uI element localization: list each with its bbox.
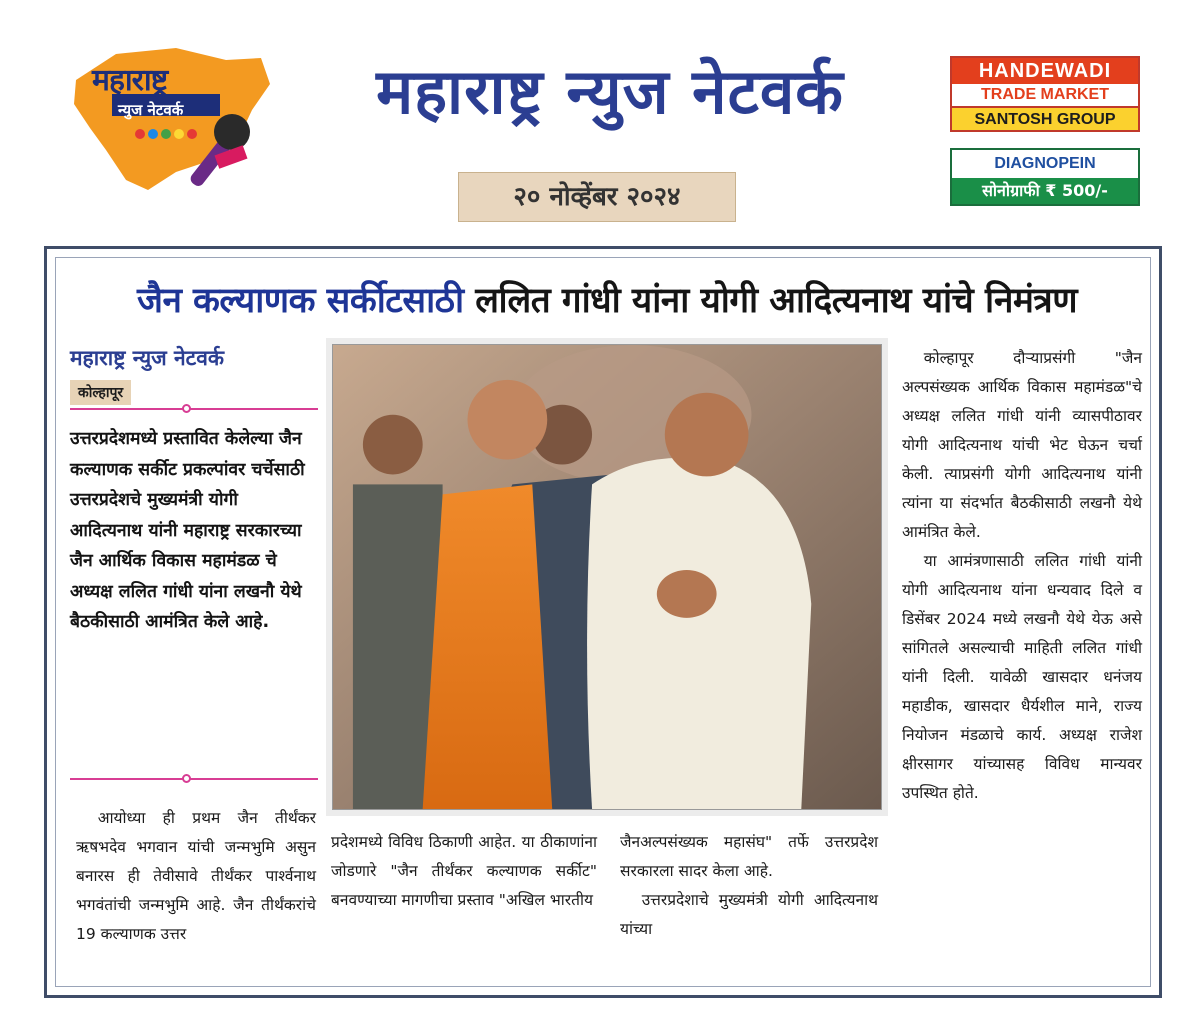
column-middle-1 bbox=[331, 828, 597, 915]
paragraph: या आमंत्रणासाठी ललित गांधी यांनी योगी आदित्यनाथ यांना धन्यवाद दिले व डिसेंबर 2024 मध्ये लखनौ येथे येऊ असे सांगितले असल्याची माहिती ललित गांधी यांनी दिली. यावेळी खासदार धनंजय महाडीक, खासदार धैर्यशील माने, राज्य नियोजन मंडळाचे कार्य. अध्यक्ष राजेश क्षीरसागर यांच्यासह विविध मान्यवर उपस्थित होते. bbox=[902, 552, 1142, 802]
ad-offer: सोनोग्राफी ₹ 500/- bbox=[952, 178, 1138, 204]
article-body bbox=[55, 257, 1151, 987]
issue-date: २० नोव्हेंबर २०२४ bbox=[458, 172, 736, 222]
article-photo bbox=[332, 344, 882, 810]
paragraph: प्रदेशमध्ये विविध ठिकाणी आहेत. या ठीकाणांना जोडणारे "जैन तीर्थंकर कल्याणक सर्कीट" बनवण्याच्या मागणीचा प्रस्ताव "अखिल भारतीय bbox=[331, 833, 597, 909]
logo-subtitle: न्युज नेटवर्क bbox=[118, 101, 184, 119]
handewadi-ad[interactable] bbox=[950, 56, 1140, 132]
brand-logo bbox=[56, 40, 276, 200]
logo-title: महाराष्ट्र bbox=[92, 63, 168, 98]
paragraph: उत्तरप्रदेशाचे मुख्यमंत्री योगी आदित्यनाथ यांच्या bbox=[620, 891, 878, 938]
divider-bottom bbox=[70, 778, 318, 780]
ad-line-3: SANTOSH GROUP bbox=[952, 106, 1138, 130]
article-headline bbox=[56, 276, 1158, 323]
divider-top-ornament-icon bbox=[182, 404, 191, 413]
ad-line-2: TRADE MARKET bbox=[981, 86, 1109, 103]
intro-paragraph: उत्तरप्रदेशमध्ये प्रस्तावित केलेल्या जैन कल्याणक सर्कीट प्रकल्पांवर चर्चेसाठी उत्तरप्रदेशचे मुख्यमंत्री योगी आदित्यनाथ यांनी महाराष्ट्र सरकारच्या जैन आर्थिक विकास महामंडळ चे अध्यक्ष ललित गांधी यांना लखनौ येथे बैठकीसाठी आमंत्रित केले आहे. bbox=[70, 429, 305, 632]
headline-part-1: जैन कल्याणक सर्कीटसाठी bbox=[136, 281, 464, 321]
column-right bbox=[902, 344, 1142, 808]
masthead-title: महाराष्ट्र न्युज नेटवर्क bbox=[376, 55, 844, 128]
divider-top bbox=[70, 408, 318, 410]
divider-bottom-ornament-icon bbox=[182, 774, 191, 783]
ad-brand: DIAGNOPEIN bbox=[994, 155, 1096, 172]
byline: महाराष्ट्र न्युज नेटवर्क bbox=[70, 346, 225, 370]
column-left bbox=[76, 804, 316, 949]
paragraph: जैनअल्पसंख्यक महासंघ" तर्फे उत्तरप्रदेश सरकारला सादर केला आहे. bbox=[620, 833, 878, 880]
article-frame bbox=[44, 246, 1162, 998]
paragraph: कोल्हापूर दौऱ्याप्रसंगी "जैन अल्पसंख्यक आर्थिक विकास महामंडळ"चे अध्यक्ष ललित गांधी यांनी व्यासपीठावर योगी आदित्यनाथ यांची भेट घेऊन चर्चा केली. त्याप्रसंगी योगी आदित्यनाथ यांनी त्यांना या संदर्भात बैठकीसाठी लखनौ येथे आमंत्रित केले. bbox=[902, 349, 1142, 541]
paragraph: आयोध्या ही प्रथम जैन तीर्थंकर ऋषभदेव भगवान यांची जन्मभुमि असुन बनारस ही तेवीसावे तीर्थंकर पार्श्वनाथ भगवंतांची जन्मभुमि आहे. जैन तीर्थंकरांचे 19 कल्याणक उत्तर bbox=[76, 809, 316, 943]
ad-line-1: HANDEWADI bbox=[952, 58, 1138, 84]
photo-illustration bbox=[333, 345, 881, 809]
headline-part-2: ललित गांधी यांना योगी आदित्यनाथ यांचे निमंत्रण bbox=[475, 281, 1078, 321]
location-tag: कोल्हापूर bbox=[70, 380, 131, 405]
column-middle-2 bbox=[620, 828, 878, 944]
diagnopein-ad[interactable] bbox=[950, 148, 1140, 206]
